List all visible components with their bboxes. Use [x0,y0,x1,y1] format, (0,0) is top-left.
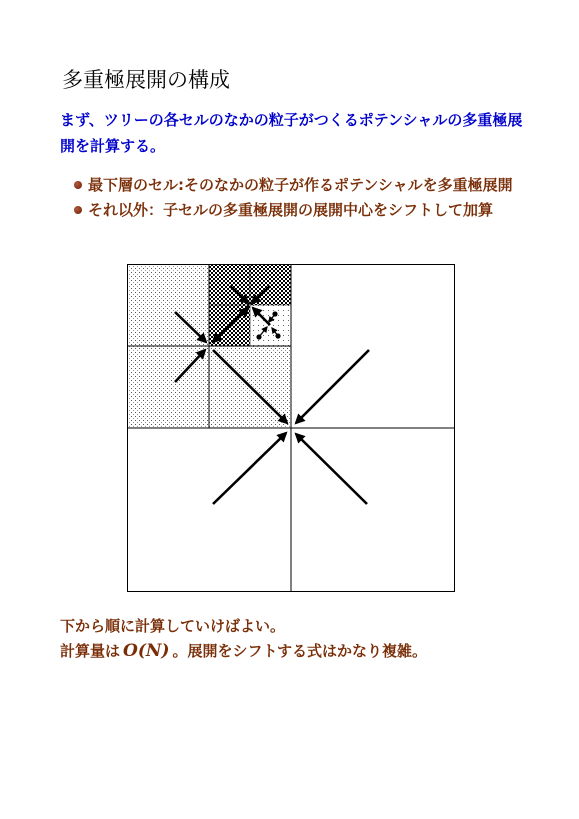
bullet-item-other-cells [72,199,532,222]
tree-diagram [127,264,457,594]
intro-text: まず、ツリーの各セルのなかの粒子がつくるポテンシャルの多重極展開を計算する。 [60,111,523,155]
bullet-icon [74,206,82,214]
bullet-text: 最下層のセル:そのなかの粒子が作るポテンシャルを多重極展開 [88,176,513,194]
footer-line-2-before: 計算量は [60,642,121,660]
bullet-icon [74,181,82,189]
bullet-item-leaf-cells [72,174,532,197]
slide-title: 多重極展開の構成 [62,68,230,92]
complexity-formula: O(N) [123,641,170,661]
footer-line-2 [60,639,540,664]
footer-line-2-after: 。展開をシフトする式はかなり複雑。 [172,642,428,660]
bullet-list [72,174,532,224]
footer-line-1: 下から順に計算していけばよい。 [60,617,286,635]
bullet-text: それ以外：子セルの多重極展開の展開中心をシフトして加算 [88,201,494,219]
footer-text [60,614,540,664]
